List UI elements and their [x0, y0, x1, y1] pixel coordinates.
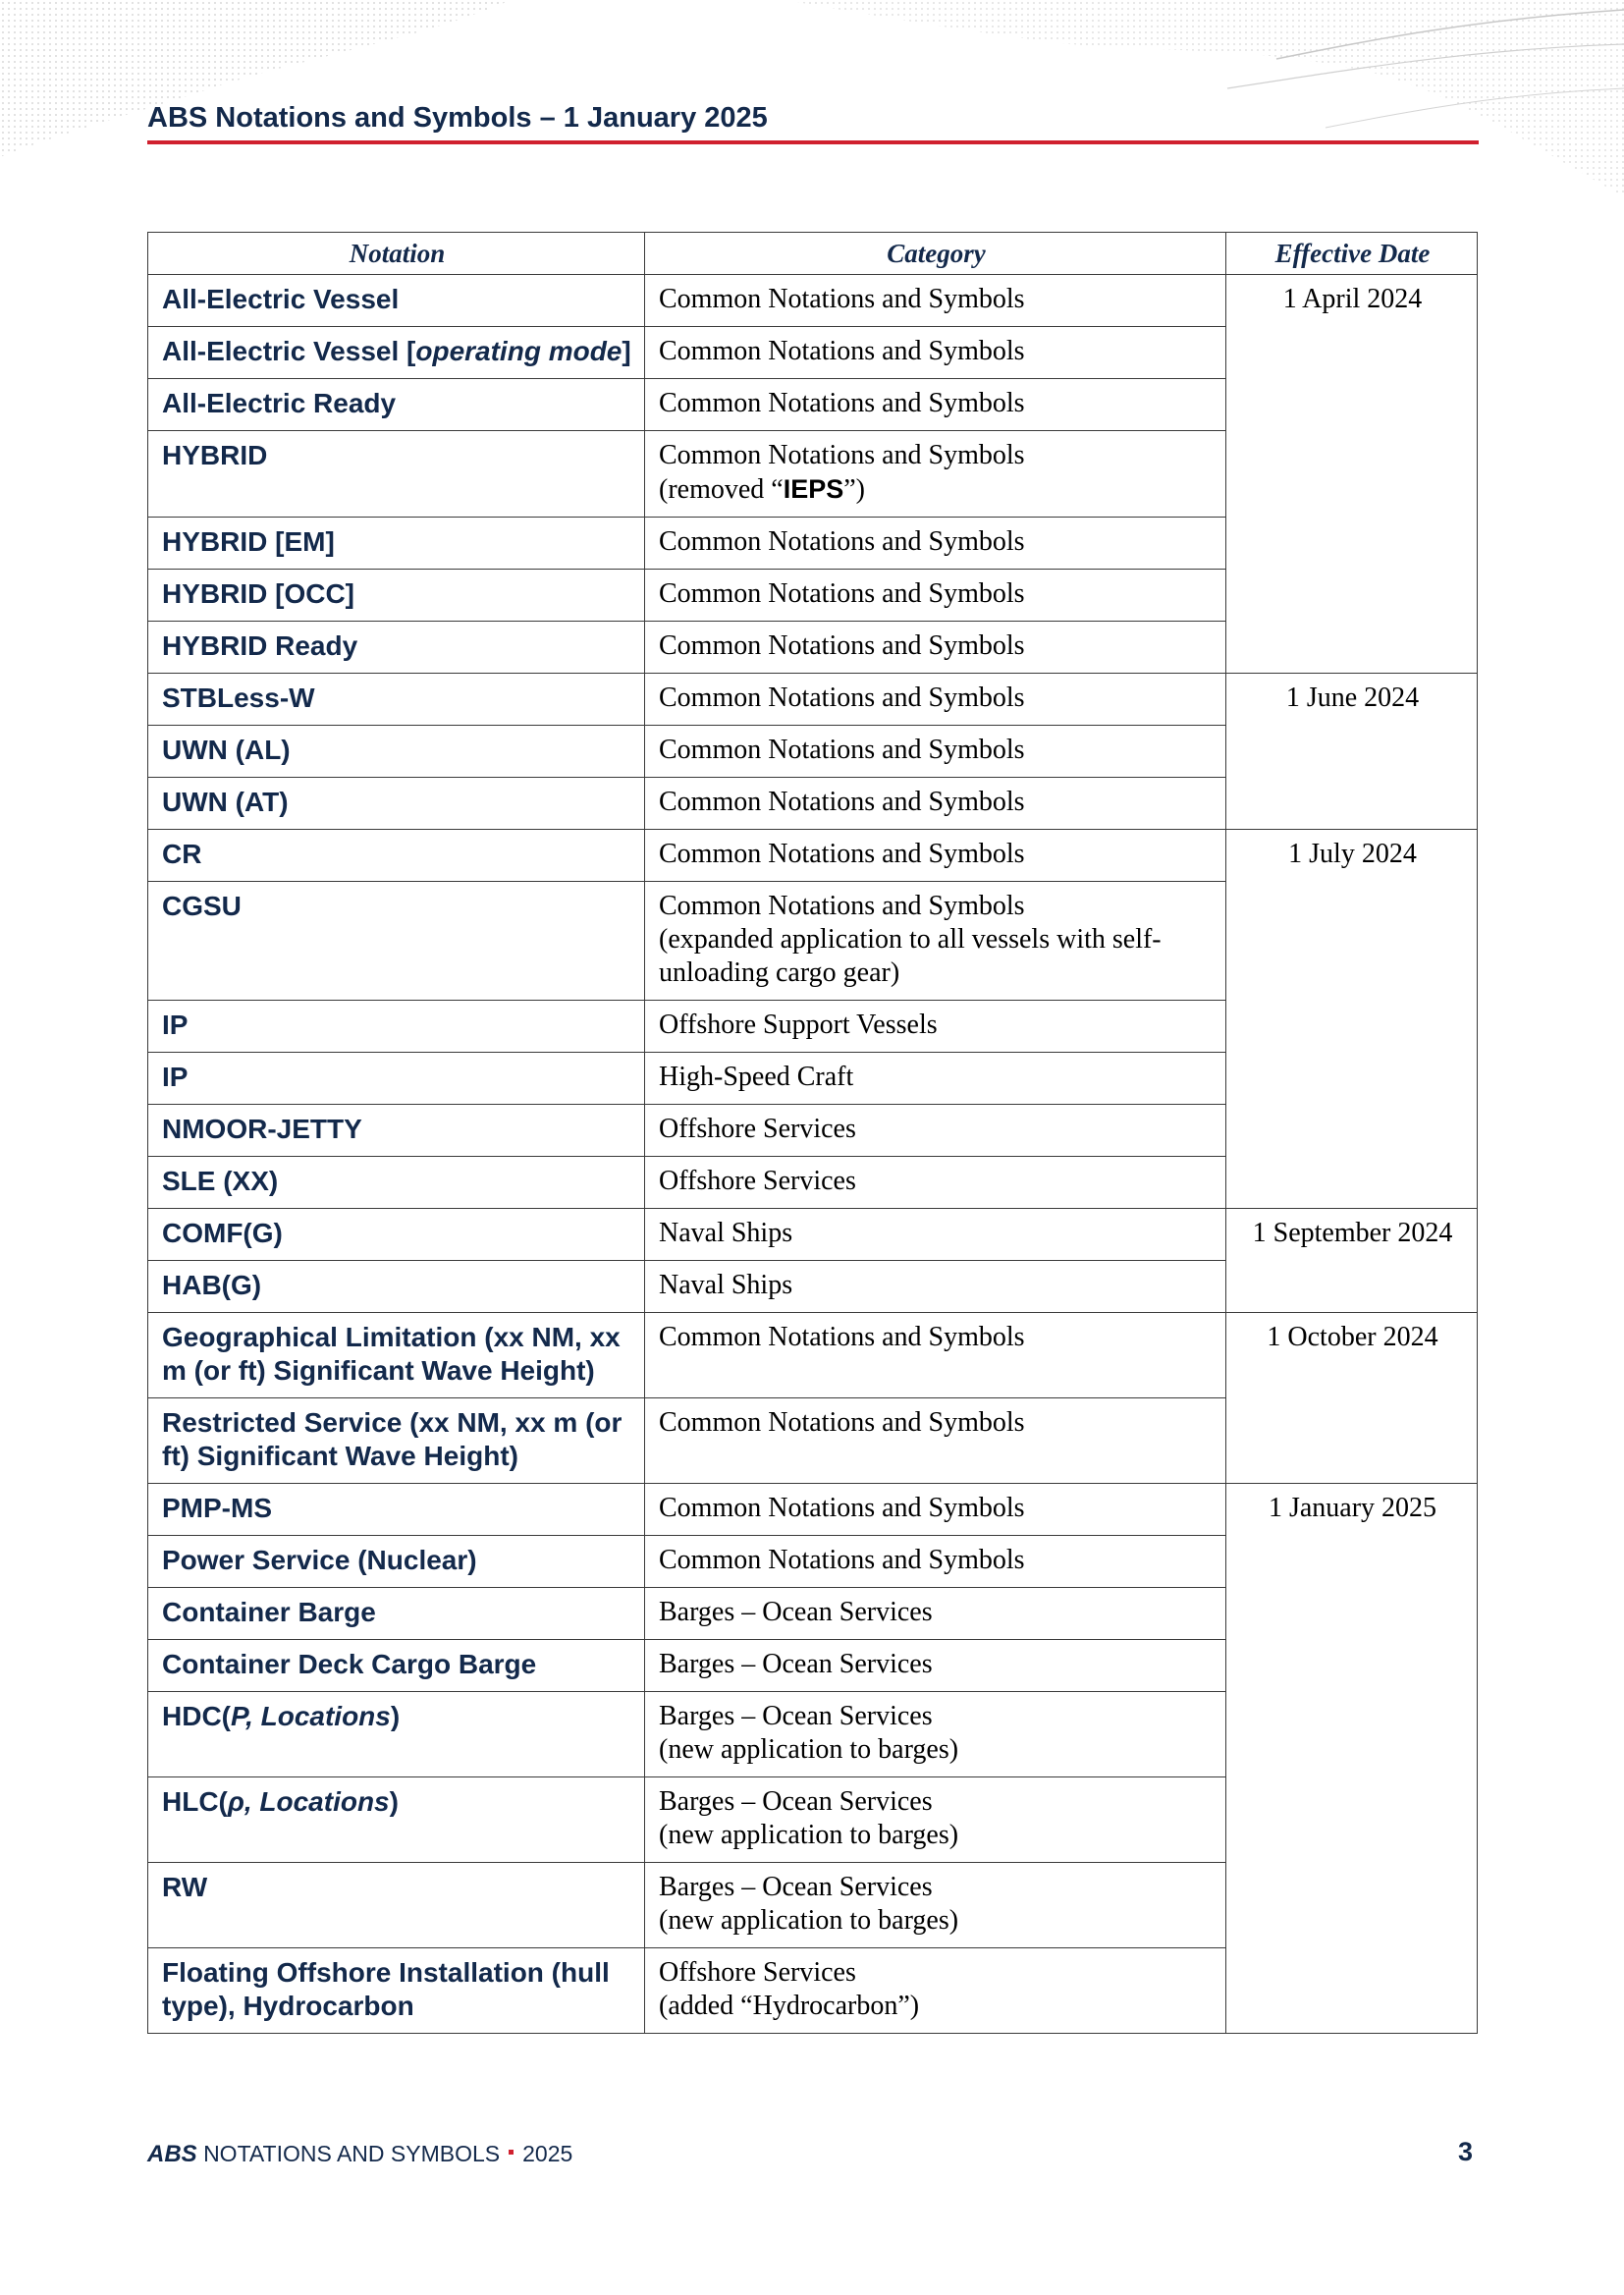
- notation-text-part: ): [389, 1786, 399, 1817]
- category-text: Common Notations and Symbols: [659, 630, 1025, 661]
- category-text: Common Notations and Symbols: [659, 735, 1025, 765]
- notation-cell: RW: [148, 1863, 645, 1948]
- category-cell: [645, 1313, 1226, 1398]
- category-cell: [645, 1536, 1226, 1588]
- footer-separator-dot: [509, 2150, 514, 2155]
- notation-cell: NMOOR-JETTY: [148, 1105, 645, 1157]
- footer-brand: ABS: [147, 2141, 197, 2167]
- category-cell: [645, 1640, 1226, 1692]
- effective-date-cell: 1 September 2024: [1226, 1209, 1478, 1313]
- category-cell: [645, 1692, 1226, 1777]
- notation-cell: Geographical Limitation (xx NM, xx m (or ft) Significant Wave Height): [148, 1313, 645, 1398]
- notation-cell: HYBRID: [148, 431, 645, 518]
- notation-text-part: ): [390, 1701, 401, 1731]
- table-row: [148, 674, 1478, 726]
- category-text: Barges – Ocean Services: [659, 1701, 933, 1731]
- category-cell: [645, 1053, 1226, 1105]
- category-text: Offshore Services: [659, 1957, 856, 1988]
- category-text: Common Notations and Symbols: [659, 839, 1025, 869]
- category-text: Common Notations and Symbols: [659, 683, 1025, 713]
- notation-cell: [148, 327, 645, 379]
- page-number: 3: [1457, 2137, 1473, 2166]
- category-note-text: ”): [843, 474, 866, 505]
- notation-cell: [148, 1692, 645, 1777]
- category-cell: [645, 1209, 1226, 1261]
- header-divider: [147, 140, 1479, 144]
- notation-italic-part: operating mode: [415, 336, 623, 366]
- category-cell: [645, 1863, 1226, 1948]
- notation-text-part: HDC(: [162, 1701, 231, 1731]
- footer-year: 2025: [522, 2141, 573, 2166]
- category-note-line: [659, 472, 1214, 507]
- category-text: Barges – Ocean Services: [659, 1597, 933, 1627]
- category-text: Common Notations and Symbols: [659, 388, 1025, 418]
- column-header-effective-date: Effective Date: [1226, 233, 1478, 275]
- notation-cell: CGSU: [148, 882, 645, 1001]
- notation-italic-part: ρ, Locations: [227, 1786, 390, 1817]
- notation-cell: All-Electric Vessel: [148, 275, 645, 327]
- footer: [147, 2141, 572, 2168]
- notation-cell: CR: [148, 830, 645, 882]
- table-row: [148, 830, 1478, 882]
- notation-text-part: ]: [622, 336, 631, 366]
- category-note-line: unloading cargo gear): [659, 957, 900, 988]
- column-header-notation: Notation: [148, 233, 645, 275]
- category-text: Common Notations and Symbols: [659, 787, 1025, 817]
- table-row: [148, 1484, 1478, 1536]
- notation-cell: HYBRID [OCC]: [148, 570, 645, 622]
- category-text: High-Speed Craft: [659, 1062, 854, 1092]
- category-text: Common Notations and Symbols: [659, 526, 1025, 557]
- notation-cell: STBLess-W: [148, 674, 645, 726]
- effective-date-cell: 1 October 2024: [1226, 1313, 1478, 1484]
- footer-text: NOTATIONS AND SYMBOLS: [203, 2141, 501, 2166]
- category-note-line: (new application to barges): [659, 1905, 959, 1936]
- category-text: Common Notations and Symbols: [659, 440, 1025, 470]
- category-cell: [645, 379, 1226, 431]
- table-row: [148, 1313, 1478, 1398]
- category-cell: [645, 1398, 1226, 1484]
- notation-cell: [148, 1777, 645, 1863]
- category-text: Naval Ships: [659, 1270, 793, 1300]
- notation-cell: COMF(G): [148, 1209, 645, 1261]
- effective-date-cell: 1 July 2024: [1226, 830, 1478, 1209]
- category-cell: [645, 830, 1226, 882]
- category-text: Offshore Support Vessels: [659, 1010, 938, 1040]
- category-text: Common Notations and Symbols: [659, 1322, 1025, 1352]
- category-cell: [645, 778, 1226, 830]
- page-header-title: ABS Notations and Symbols – 1 January 2025: [147, 102, 768, 134]
- table-body: [148, 275, 1478, 2034]
- notation-text-part: All-Electric Vessel [: [162, 336, 416, 366]
- category-cell: [645, 674, 1226, 726]
- notation-cell: IP: [148, 1053, 645, 1105]
- category-text: Offshore Services: [659, 1114, 856, 1144]
- category-text: Common Notations and Symbols: [659, 336, 1025, 366]
- notation-cell: Power Service (Nuclear): [148, 1536, 645, 1588]
- category-cell: [645, 570, 1226, 622]
- category-cell: [645, 518, 1226, 570]
- category-cell: [645, 1001, 1226, 1053]
- notation-cell: Container Barge: [148, 1588, 645, 1640]
- category-text: Offshore Services: [659, 1166, 856, 1196]
- notation-text-part: HLC(: [162, 1786, 228, 1817]
- effective-date-cell: 1 June 2024: [1226, 674, 1478, 830]
- category-cell: [645, 1948, 1226, 2034]
- category-cell: [645, 726, 1226, 778]
- category-cell: [645, 1261, 1226, 1313]
- category-cell: [645, 327, 1226, 379]
- category-note-line: (new application to barges): [659, 1820, 959, 1850]
- category-cell: [645, 1105, 1226, 1157]
- notation-cell: IP: [148, 1001, 645, 1053]
- notation-cell: PMP-MS: [148, 1484, 645, 1536]
- category-note-emphasis: IEPS: [783, 474, 844, 504]
- notation-cell: All-Electric Ready: [148, 379, 645, 431]
- category-note-line: (expanded application to all vessels with self-: [659, 924, 1162, 955]
- category-text: Barges – Ocean Services: [659, 1872, 933, 1902]
- category-text: Common Notations and Symbols: [659, 1407, 1025, 1438]
- table-header-row: [148, 233, 1478, 275]
- category-cell: [645, 1484, 1226, 1536]
- table-row: [148, 275, 1478, 327]
- notation-cell: SLE (XX): [148, 1157, 645, 1209]
- notation-cell: UWN (AT): [148, 778, 645, 830]
- category-text: Common Notations and Symbols: [659, 1545, 1025, 1575]
- notation-cell: HYBRID Ready: [148, 622, 645, 674]
- category-cell: [645, 1777, 1226, 1863]
- notation-cell: HAB(G): [148, 1261, 645, 1313]
- category-cell: [645, 622, 1226, 674]
- category-cell: [645, 1588, 1226, 1640]
- notation-cell: Floating Offshore Installation (hull type), Hydrocarbon: [148, 1948, 645, 2034]
- category-note-line: (added “Hydrocarbon”): [659, 1991, 920, 2021]
- category-cell: [645, 882, 1226, 1001]
- category-text: Barges – Ocean Services: [659, 1649, 933, 1679]
- category-text: Common Notations and Symbols: [659, 1493, 1025, 1523]
- category-note-text: (removed “: [659, 474, 784, 505]
- notation-italic-part: P, Locations: [231, 1701, 391, 1731]
- category-text: Common Notations and Symbols: [659, 578, 1025, 609]
- notation-cell: Container Deck Cargo Barge: [148, 1640, 645, 1692]
- notation-cell: UWN (AL): [148, 726, 645, 778]
- category-cell: [645, 275, 1226, 327]
- category-text: Common Notations and Symbols: [659, 284, 1025, 314]
- notation-cell: Restricted Service (xx NM, xx m (or ft) Significant Wave Height): [148, 1398, 645, 1484]
- effective-date-cell: 1 April 2024: [1226, 275, 1478, 674]
- category-cell: [645, 1157, 1226, 1209]
- category-note-line: (new application to barges): [659, 1734, 959, 1765]
- category-text: Barges – Ocean Services: [659, 1786, 933, 1817]
- category-cell: [645, 431, 1226, 518]
- table-row: [148, 1209, 1478, 1261]
- notations-table: [147, 232, 1478, 2034]
- column-header-category: Category: [645, 233, 1226, 275]
- category-text: Naval Ships: [659, 1218, 793, 1248]
- notation-cell: HYBRID [EM]: [148, 518, 645, 570]
- category-text: Common Notations and Symbols: [659, 891, 1025, 921]
- effective-date-cell: 1 January 2025: [1226, 1484, 1478, 2034]
